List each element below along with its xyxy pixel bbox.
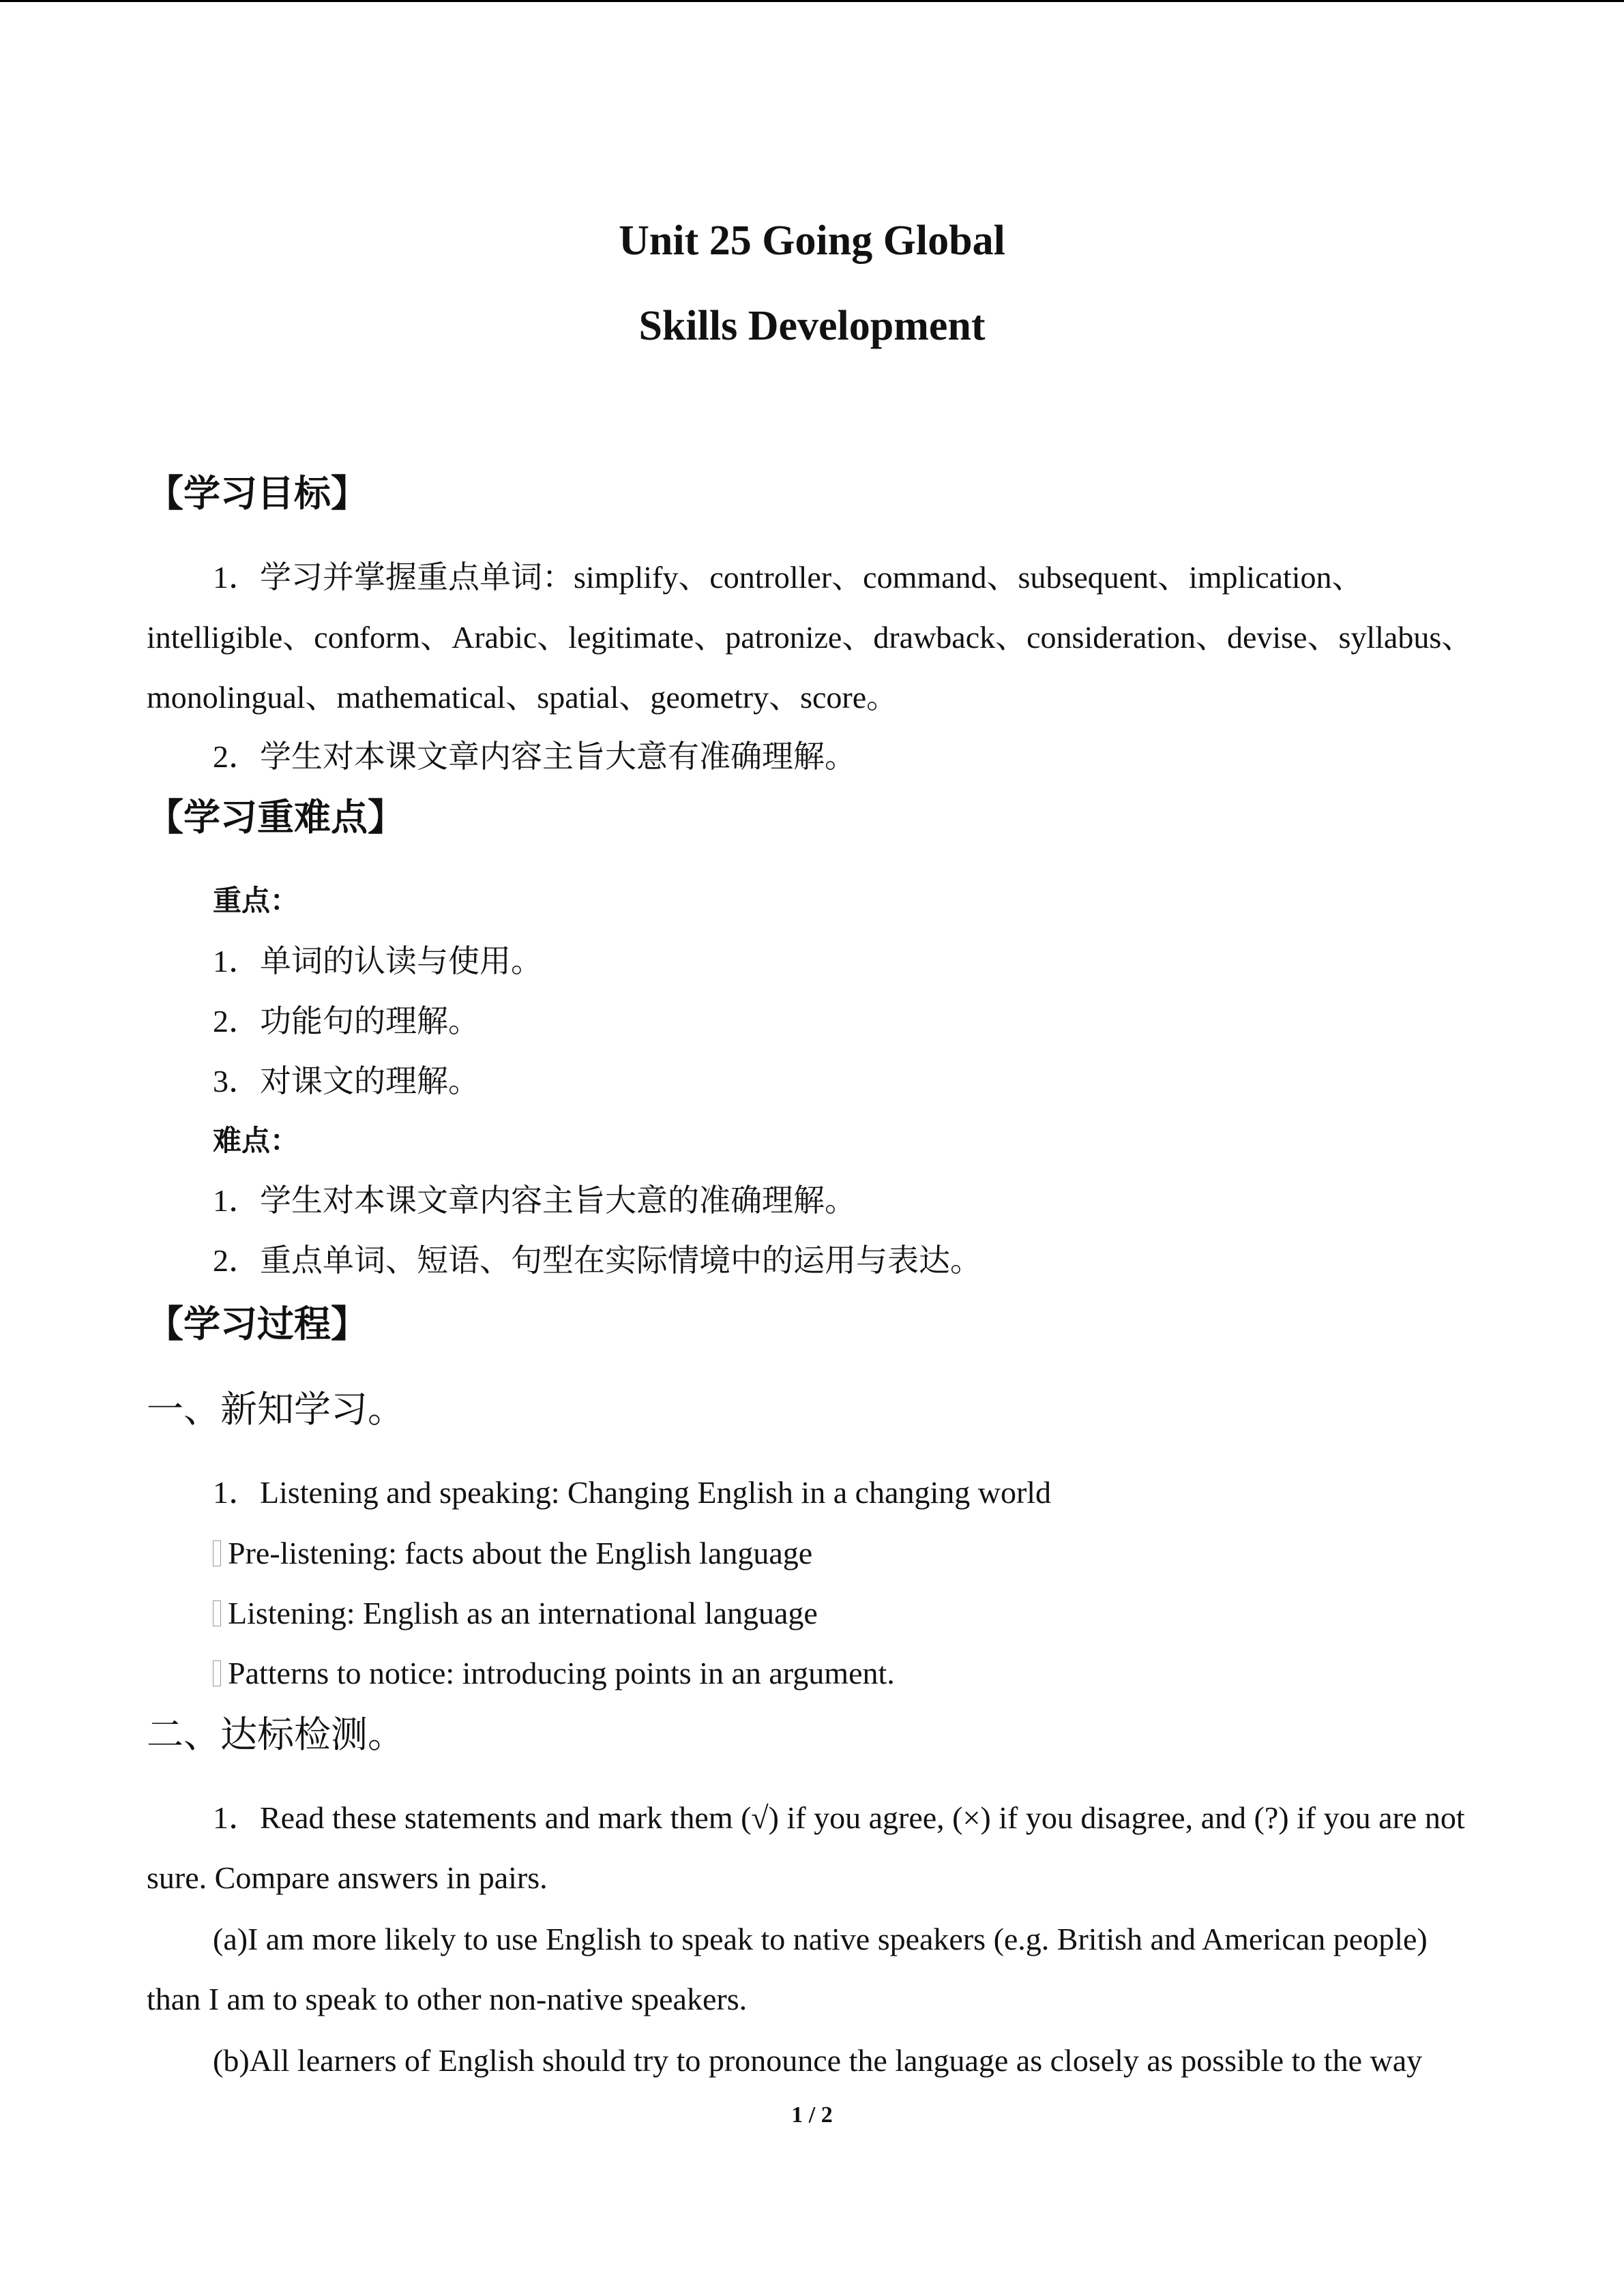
missing-glyph-icon bbox=[213, 1540, 221, 1566]
document-subtitle: Skills Development bbox=[638, 303, 986, 349]
important-item-3: 3．对课文的理解。 bbox=[213, 1064, 479, 1099]
part1-item-4: Patterns to notice: introducing points in an argument. bbox=[213, 1658, 895, 1689]
part1-item-3: Listening: English as an international language bbox=[213, 1598, 818, 1629]
important-item-2: 2．功能句的理解。 bbox=[213, 1004, 479, 1039]
goals-item-1: 1．学习并掌握重点单词：simplify、controller、command、subsequent、implication、intelligible、conform、Arabic、legitimate、patronize、drawback、consideration、devise、syllabus、monolingual、mathematical、spatial、geometry、score。 bbox=[147, 560, 1473, 715]
page-number: 1 / 2 bbox=[791, 2102, 833, 2128]
part2-statement-a: (a)I am more likely to use English to speak to native speakers (e.g. British and American people) than I am to speak to other non-native speakers. bbox=[147, 1922, 1428, 2016]
goals-heading: 【学习目标】 bbox=[147, 472, 368, 515]
document-title: Unit 25 Going Global bbox=[619, 218, 1005, 264]
part2-statement-b: (b)All learners of English should try to pronounce the language as closely as possible to the way bbox=[213, 2043, 1423, 2078]
difficult-item-2: 2．重点单词、短语、句型在实际情境中的运用与表达。 bbox=[213, 1243, 981, 1278]
missing-glyph-icon bbox=[213, 1660, 221, 1686]
important-item-1: 1．单词的认读与使用。 bbox=[213, 944, 542, 979]
keypoints-heading: 【学习重难点】 bbox=[147, 796, 404, 839]
difficult-label: 难点： bbox=[213, 1124, 299, 1157]
part1-item-1: 1．Listening and speaking: Changing English in a changing world bbox=[213, 1475, 1052, 1510]
important-label: 重点： bbox=[213, 884, 299, 917]
part2-question-1: 1．Read these statements and mark them (√) if you agree, (×) if you disagree, and (?) if you are not sure. Compare answers in pairs. bbox=[147, 1800, 1465, 1895]
missing-glyph-icon bbox=[213, 1600, 221, 1626]
difficult-item-1: 1．学生对本课文章内容主旨大意的准确理解。 bbox=[213, 1183, 856, 1218]
part1-title: 一、新知学习。 bbox=[147, 1388, 404, 1431]
process-heading: 【学习过程】 bbox=[147, 1302, 368, 1345]
goals-item-2: 2．学生对本课文章内容主旨大意有准确理解。 bbox=[213, 739, 856, 774]
part2-title: 二、达标检测。 bbox=[147, 1713, 404, 1756]
part1-item-2: Pre-listening: facts about the English language bbox=[213, 1538, 812, 1569]
